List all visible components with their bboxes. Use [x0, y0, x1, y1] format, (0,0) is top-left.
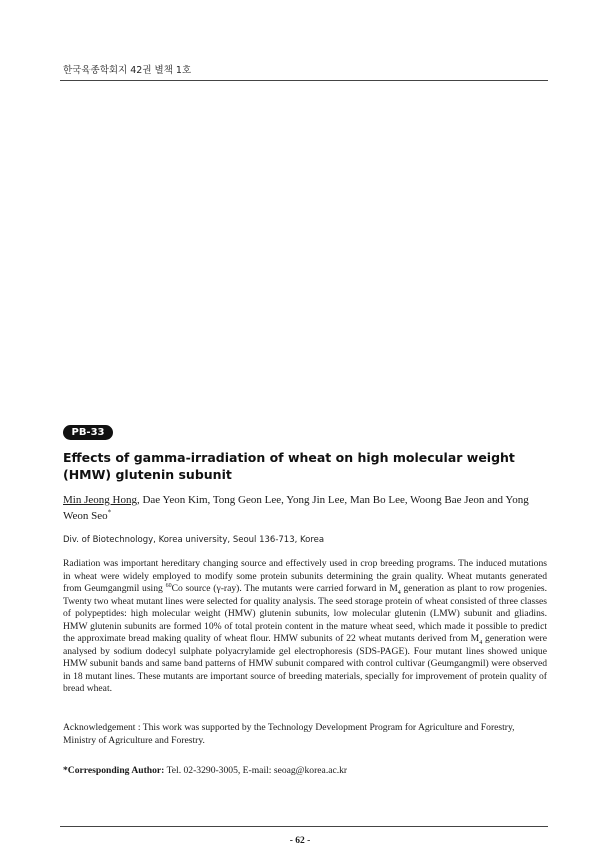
poster-id-badge: PB-33 [63, 425, 113, 440]
page-number: - 62 - [289, 836, 311, 846]
footer-divider [60, 826, 548, 827]
corresponding-label: *Corresponding Author: [63, 765, 165, 776]
corresponding-contact: Tel. 02-3290-3005, E-mail: seoag@korea.ac.kr [164, 765, 348, 776]
isotope-superscript: 60 [165, 582, 172, 589]
header-divider [60, 80, 548, 81]
co-authors: , Dae Yeon Kim, Tong Geon Lee, Yong Jin Lee, Man Bo Lee, Woong Bae Jeon and Yong Weon Seo [63, 494, 529, 522]
corresponding-mark: * [107, 508, 112, 517]
journal-header: 한국육종학회지 42권 별책 1호 [63, 65, 192, 76]
presenting-author: Min Jeong Hong [63, 494, 137, 506]
abstract-body [63, 558, 547, 696]
generation-subscript: 4 [397, 589, 401, 596]
affiliation: Div. of Biotechnology, Korea university, Seoul 136-713, Korea [63, 535, 325, 545]
abstract-text-3: generation as plant to row progenies. Twenty two wheat mutant lines were selected for quality analysis. The seed storage protein of wheat consisted of three classes of polypeptides: high molecular weight (HMW) glutenin subunits, low molecular glutenin (LMW) subunit and gliadins. HMW glutenin subunits are formed 10% of total protein content in the mature wheat seed, which made it possible to predict the approximate bread making quality of wheat flour. HMW subunits of 22 wheat mutants derived from M [63, 583, 548, 644]
author-list [63, 492, 543, 524]
abstract-text-1: Radiation was important hereditary changing source and effectively used in crop breeding programs. The induced mutations in wheat were widely employed to modify some protein subunits determining the grain quality. Wheat mutants generated from Geumgangmil using [63, 558, 547, 594]
corresponding-author [63, 765, 547, 778]
abstract-text-2: Co source (γ-ray). The mutants were carried forward in M [171, 583, 398, 594]
acknowledgement: Acknowledgement : This work was supported by the Technology Development Program for Agriculture and Forestry, Ministry of Agriculture and Forestry. [63, 722, 515, 746]
paper-title: Effects of gamma-irradiation of wheat on high molecular weight (HMW) glutenin subunit [63, 450, 515, 482]
abstract-text-4: generation were analysed by sodium dodecyl sulphate polyacrylamide gel electrophoresis (SDS-PAGE). Four mutant lines showed unique HMW subunit bands and same band patterns of HMW subunit compared with control cultivar (Geumgangmil) were observed in 18 mutant lines. These mutants are important source of breeding materials, specially for improvement of protein quality of bread wheat. [63, 633, 547, 694]
generation-subscript: 4 [479, 639, 483, 646]
